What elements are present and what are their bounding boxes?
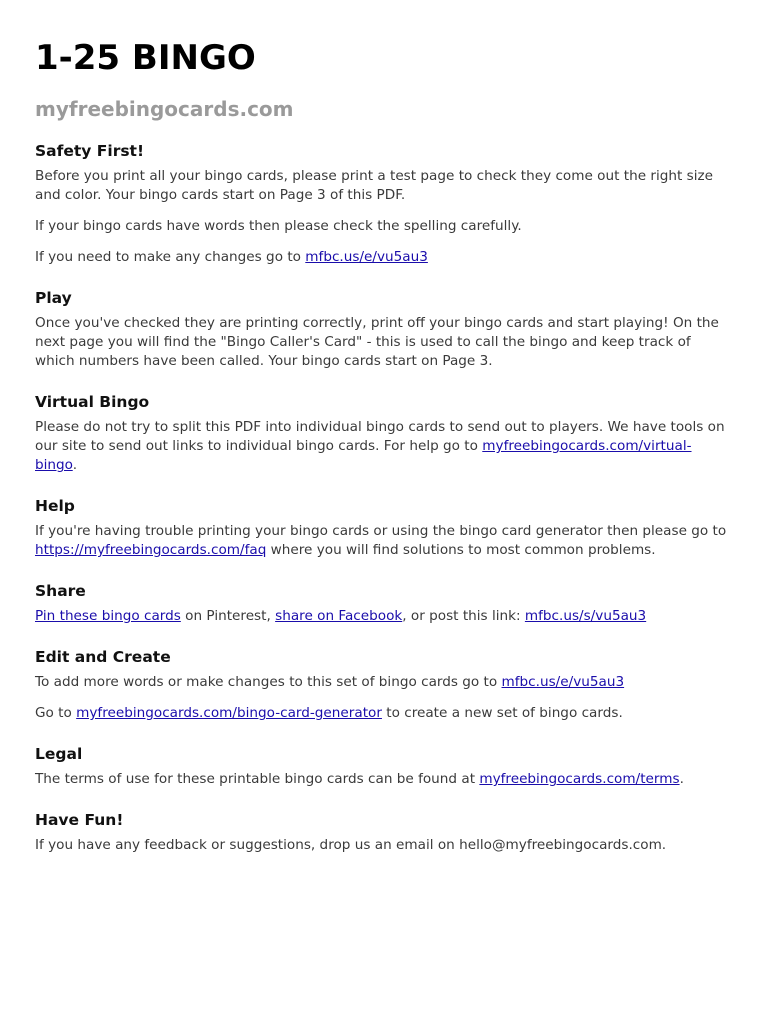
safety-text: If you need to make any changes go to — [35, 249, 306, 265]
edit-paragraph-1 — [35, 673, 733, 692]
virtual-text-end: . — [72, 457, 78, 473]
virtual-bingo-link[interactable]: myfreebingocards.com/virtual-bingo — [35, 438, 692, 473]
help-text: If you're having trouble printing your bingo cards or using the bingo card generator then please go to — [35, 523, 727, 539]
faq-link[interactable]: https://myfreebingocards.com/faq — [35, 542, 267, 558]
section-heading-fun: Have Fun! — [35, 811, 124, 829]
share-text-2: , or post this link: — [402, 608, 525, 624]
section-have-fun — [35, 809, 733, 855]
section-share — [35, 580, 733, 626]
fun-paragraph: If you have any feedback or suggestions, drop us an email on hello@myfreebingocards.com. — [35, 837, 667, 853]
virtual-paragraph — [35, 418, 733, 475]
legal-text-end: . — [679, 771, 684, 787]
section-heading-share: Share — [35, 582, 86, 600]
safety-paragraph-1: Before you print all your bingo cards, please print a test page to check they come out the right size and color. Your bingo cards start on Page 3 of this PDF. — [35, 168, 714, 203]
legal-text: The terms of use for these printable bingo cards can be found at — [35, 771, 480, 787]
help-paragraph — [35, 522, 733, 560]
page-title: 1-25 BINGO — [35, 38, 256, 78]
section-legal — [35, 743, 733, 789]
section-virtual-bingo — [35, 391, 733, 475]
safety-paragraph-3 — [35, 248, 733, 267]
section-heading-help: Help — [35, 497, 75, 515]
section-heading-safety: Safety First! — [35, 142, 145, 160]
section-edit-and-create — [35, 646, 733, 723]
edit-link[interactable]: mfbc.us/e/vu5au3 — [305, 249, 428, 265]
facebook-link[interactable]: share on Facebook — [275, 608, 403, 624]
section-help — [35, 495, 733, 560]
section-safety-first — [35, 140, 733, 267]
safety-paragraph-2: If your bingo cards have words then please check the spelling carefully. — [35, 218, 522, 234]
section-play — [35, 287, 733, 371]
edit-text-3: to create a new set of bingo cards. — [381, 705, 623, 721]
section-heading-legal: Legal — [35, 745, 83, 763]
share-short-link[interactable]: mfbc.us/s/vu5au3 — [524, 608, 647, 624]
edit-link-2[interactable]: mfbc.us/e/vu5au3 — [501, 674, 625, 690]
edit-paragraph-2 — [35, 704, 733, 723]
share-paragraph — [35, 607, 733, 626]
help-text-end: where you will find solutions to most common problems. — [266, 542, 656, 558]
virtual-text: Please do not try to split this PDF into individual bingo cards to send out to players. We have tools on our site to send out links to individual bingo cards. For help go to — [35, 419, 725, 454]
edit-text-2: Go to — [35, 705, 77, 721]
pinterest-link[interactable]: Pin these bingo cards — [35, 608, 181, 624]
site-name: myfreebingocards.com — [35, 97, 294, 121]
play-paragraph: Once you've checked they are printing correctly, print off your bingo cards and start playing! On the next page you will find the "Bingo Caller's Card" - this is used to call the bingo and keep track of which numbers have been called. Your bingo cards start on Page 3. — [35, 315, 719, 369]
share-text-1: on Pinterest, — [180, 608, 276, 624]
generator-link[interactable]: myfreebingocards.com/bingo-card-generator — [76, 705, 382, 721]
section-heading-virtual: Virtual Bingo — [35, 393, 150, 411]
edit-text-1: To add more words or make changes to this set of bingo cards go to — [35, 674, 502, 690]
section-heading-play: Play — [35, 289, 72, 307]
terms-link[interactable]: myfreebingocards.com/terms — [479, 771, 680, 787]
legal-paragraph — [35, 770, 733, 789]
section-heading-edit: Edit and Create — [35, 648, 171, 666]
